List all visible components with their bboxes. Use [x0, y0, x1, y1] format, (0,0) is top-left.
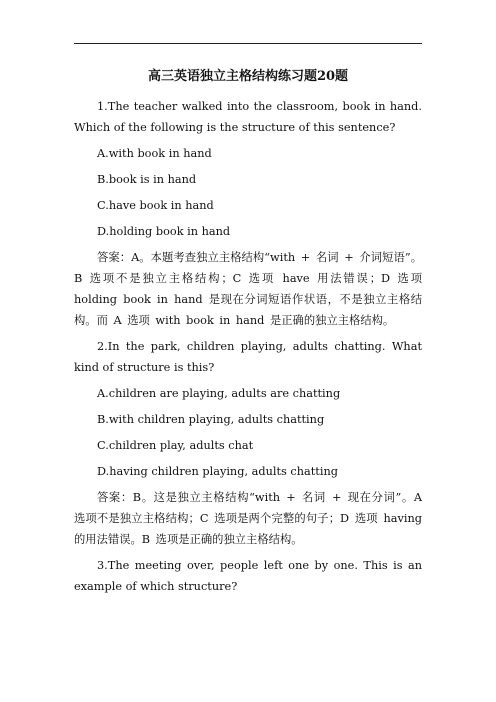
- answer-option: D.holding book in hand: [97, 225, 231, 238]
- answer-option: D.having children playing, adults chatting: [97, 465, 338, 478]
- question-stem: 3.The meeting over, people left one by one. This is an example of which structure?: [74, 559, 422, 593]
- answer-option: B.book is in hand: [97, 173, 197, 186]
- answer-option: B.with children playing, adults chatting: [97, 413, 325, 426]
- answer-explanation: 答案：B。这是独立主格结构“with + 名词 + 现在分词”。A 选项不是独立主格结构；C 选项是两个完整的句子；D 选项 having 的用法错误。B 选项是正确的独立主格结构。: [74, 491, 422, 546]
- answer-option: A.with book in hand: [97, 147, 212, 160]
- document-body: [74, 96, 422, 602]
- question-stem: 2.In the park, children playing, adults chatting. What kind of structure is this?: [74, 340, 422, 374]
- header-rule: [74, 43, 422, 44]
- document-title: 高三英语独立主格结构练习题20题: [147, 69, 349, 84]
- question-stem: 1.The teacher walked into the classroom, book in hand. Which of the following is the structure of this sentence?: [74, 100, 422, 134]
- answer-option: A.children are playing, adults are chatting: [97, 387, 341, 400]
- answer-option: C.have book in hand: [97, 199, 214, 212]
- answer-option: C.children play, adults chat: [97, 439, 254, 452]
- answer-explanation: 答案：A。本题考查独立主格结构“with + 名词 + 介词短语”。B 选项不是独立主格结构；C 选项 have 用法错误；D 选项 holding book in hand 是现在分词短语作状语，不是独立主格结构。而 A 选项 with book in hand 是正确的独立主格结构。: [74, 251, 422, 327]
